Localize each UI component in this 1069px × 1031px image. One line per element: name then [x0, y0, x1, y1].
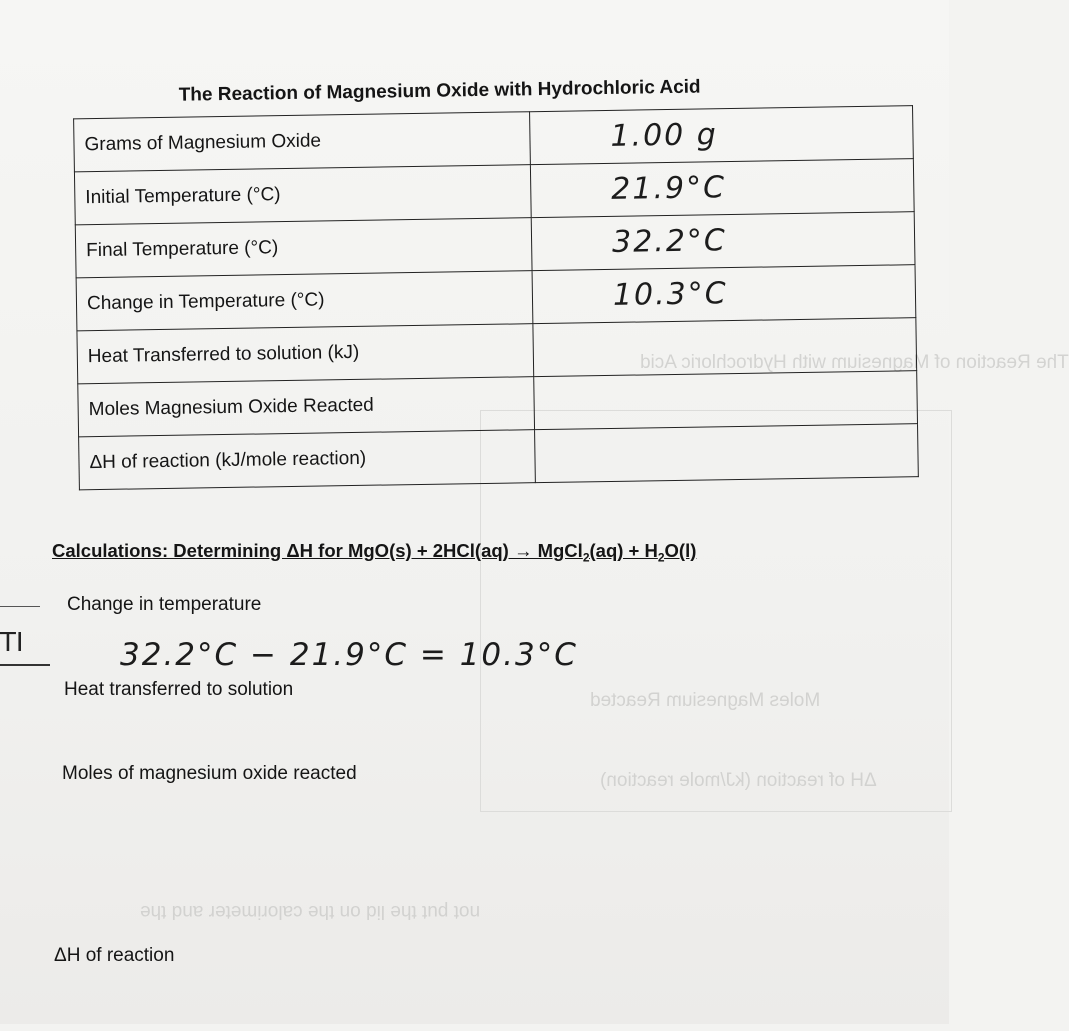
bleed-through-text: ΔH of reaction (kJ/mole reaction)	[600, 770, 877, 791]
handwritten-value: 32.2°C	[611, 223, 728, 260]
row-label: ΔH of reaction (kJ/mole reaction)	[79, 430, 536, 490]
row-value-cell[interactable]	[531, 212, 915, 271]
handwritten-value: 1.00 g	[610, 117, 719, 154]
row-label: Moles Magnesium Oxide Reacted	[78, 377, 535, 437]
row-label: Heat Transferred to solution (kJ)	[77, 324, 534, 384]
delta-h-label: ΔH of reaction	[54, 945, 175, 966]
row-value-cell[interactable]	[534, 371, 918, 430]
row-value-cell[interactable]	[530, 106, 914, 165]
change-in-temperature-label: Change in temperature	[67, 594, 262, 615]
heading-text: (aq) + H	[589, 540, 658, 561]
heading-text: O(l)	[664, 540, 697, 561]
bleed-through-text: not put the lid on the calorimeter and the	[140, 901, 481, 922]
row-label: Final Temperature (°C)	[75, 218, 532, 278]
heading-subscript: 2	[582, 550, 590, 565]
row-value-cell[interactable]	[535, 424, 919, 483]
heading-subscript: 2	[657, 550, 665, 565]
handwritten-calculation[interactable]: 32.2°C − 21.9°C = 10.3°C	[120, 637, 578, 673]
moles-reacted-label: Moles of magnesium oxide reacted	[62, 763, 357, 784]
heading-text: Calculations: Determining ΔH for MgO(s) + 2HCl(aq) → MgCl	[52, 540, 583, 561]
row-value-cell[interactable]	[533, 318, 917, 377]
heat-transferred-label: Heat transferred to solution	[64, 679, 294, 700]
page-title: The Reaction of Magnesium Oxide with Hydrochloric Acid	[178, 76, 701, 106]
row-label: Change in Temperature (°C)	[76, 271, 533, 331]
row-label: Initial Temperature (°C)	[74, 165, 531, 225]
margin-note: TI	[0, 628, 24, 658]
row-value-cell[interactable]	[532, 265, 916, 324]
handwritten-value: 10.3°C	[612, 276, 728, 313]
bleed-through-text: The Reaction of Magnesium with Hydrochloric Acid	[640, 352, 1069, 373]
data-table	[73, 105, 919, 490]
handwritten-value: 21.9°C	[611, 170, 727, 207]
row-label: Grams of Magnesium Oxide	[74, 112, 531, 172]
row-value-cell[interactable]	[530, 159, 914, 218]
calculations-heading	[52, 540, 696, 565]
bleed-through-text: Moles Magnesium Reacted	[590, 690, 821, 711]
